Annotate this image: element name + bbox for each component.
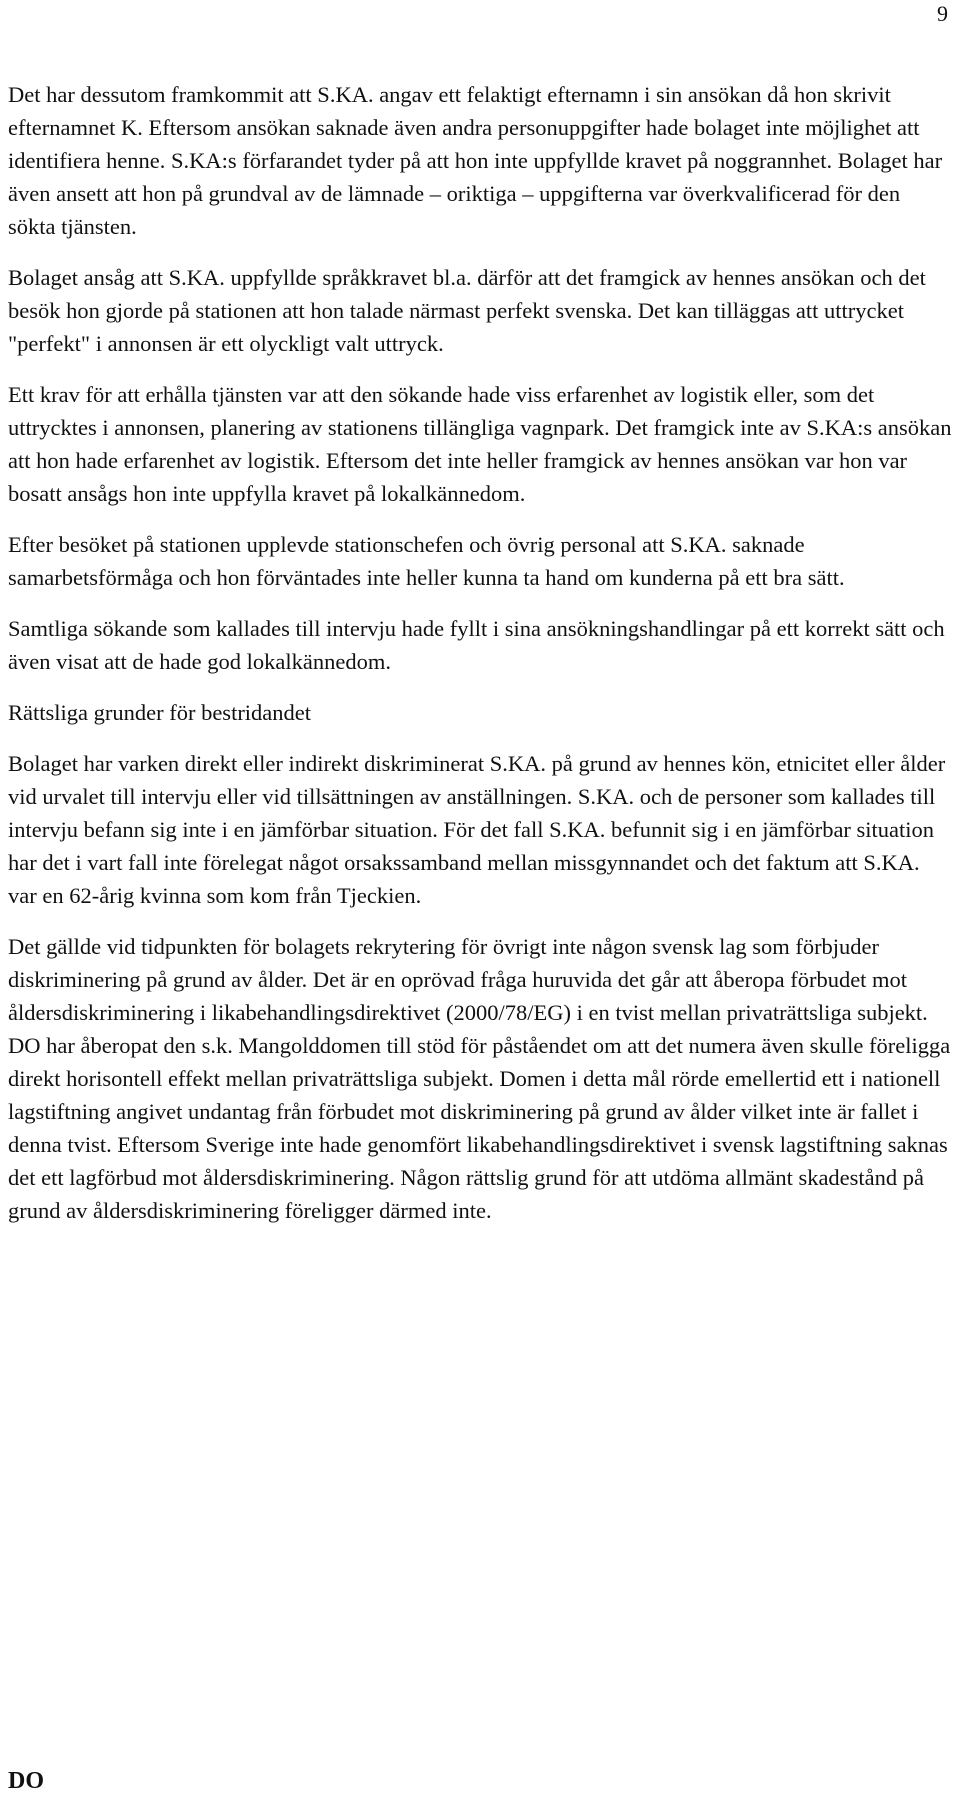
section-heading-do: DO	[8, 1768, 44, 1794]
page-number: 9	[937, 1, 948, 26]
paragraph-no-discrimination: Bolaget har varken direkt eller indirekt diskriminerat S.KA. på grund av hennes kön, etnicitet eller ålder vid urvalet till intervju eller vid tillsättningen av anställningen. S.KA. och de personer som kallades till intervju befann sig inte i en jämförbar situation. För det fall S.KA. befunnit sig i en jämförbar situation har det i vart fall inte förelegat något orsakssamband mellan missgynnandet och det faktum att S.KA. var en 62-årig kvinna som kom från Tjeckien.	[8, 751, 946, 908]
paragraph-language-requirement: Bolaget ansåg att S.KA. uppfyllde språkkravet bl.a. därför att det framgick av hennes ansökan och det besök hon gjorde på stationen att hon talade närmast perfekt svenska. Det kan tilläggas att uttrycket "perfekt" i annonsen är ett olyckligt valt uttryck.	[8, 265, 926, 356]
paragraph-surname-inaccuracy: Det har dessutom framkommit att S.KA. angav ett felaktigt efternamn i sin ansökan då hon skrivit efternamnet K. Eftersom ansökan saknade även andra personuppgifter hade bolaget inte möjlighet att identifiera henne. S.KA:s förfarandet tyder på att hon inte uppfyllde kravet på noggrannhet. Bolaget har även ansett att hon på grundval av de lämnade – oriktiga – uppgifterna var överkvalificerad för den sökta tjänsten.	[8, 82, 943, 239]
paragraph-age-discrimination-law: Det gällde vid tidpunkten för bolagets rekrytering för övrigt inte någon svensk lag som förbjuder diskriminering på grund av ålder. Det är en oprövad fråga huruvida det går att åberopa förbudet mot åldersdiskriminering i likabehandlingsdirektivet (2000/78/EG) i en tvist mellan privaträttsliga subjekt. DO har åberopat den s.k. Mangolddomen till stöd för påståendet om att det numera även skulle föreligga direkt horisontell effekt mellan privaträttsliga subjekt. Domen i detta mål rörde emellertid ett i nationell lagstiftning angivet undantag från förbudet mot diskriminering på grund av ålder vilket inte är fallet i denna tvist. Eftersom Sverige inte hade genomfört likabehandlingsdirektivet i svensk lagstiftning saknas det ett lagförbud mot åldersdiskriminering. Någon rättslig grund för att utdöma allmänt skadestånd på grund av åldersdiskriminering föreligger därmed inte.	[8, 934, 951, 1223]
paragraph-interview-candidates: Samtliga sökande som kallades till intervju hade fyllt i sina ansökningshandlingar på ett korrekt sätt och även visat att de hade god lokalkännedom.	[8, 616, 945, 674]
document-body	[8, 78, 953, 1245]
paragraph-logistics-requirement: Ett krav för att erhålla tjänsten var att den sökande hade viss erfarenhet av logistik eller, som det uttrycktes i annonsen, planering av stationens tillängliga vagnpark. Det framgick inte av S.KA:s ansökan att hon hade erfarenhet av logistik. Eftersom det inte heller framgick av hennes ansökan var hon var bosatt ansågs hon inte uppfylla kravet på lokalkännedom.	[8, 382, 952, 506]
section-heading-legal-grounds: Rättsliga grunder för bestridandet	[8, 700, 312, 725]
paragraph-station-visit: Efter besöket på stationen upplevde stationschefen och övrig personal att S.KA. saknade samarbetsförmåga och hon förväntades inte heller kunna ta hand om kunderna på ett bra sätt.	[8, 532, 845, 590]
